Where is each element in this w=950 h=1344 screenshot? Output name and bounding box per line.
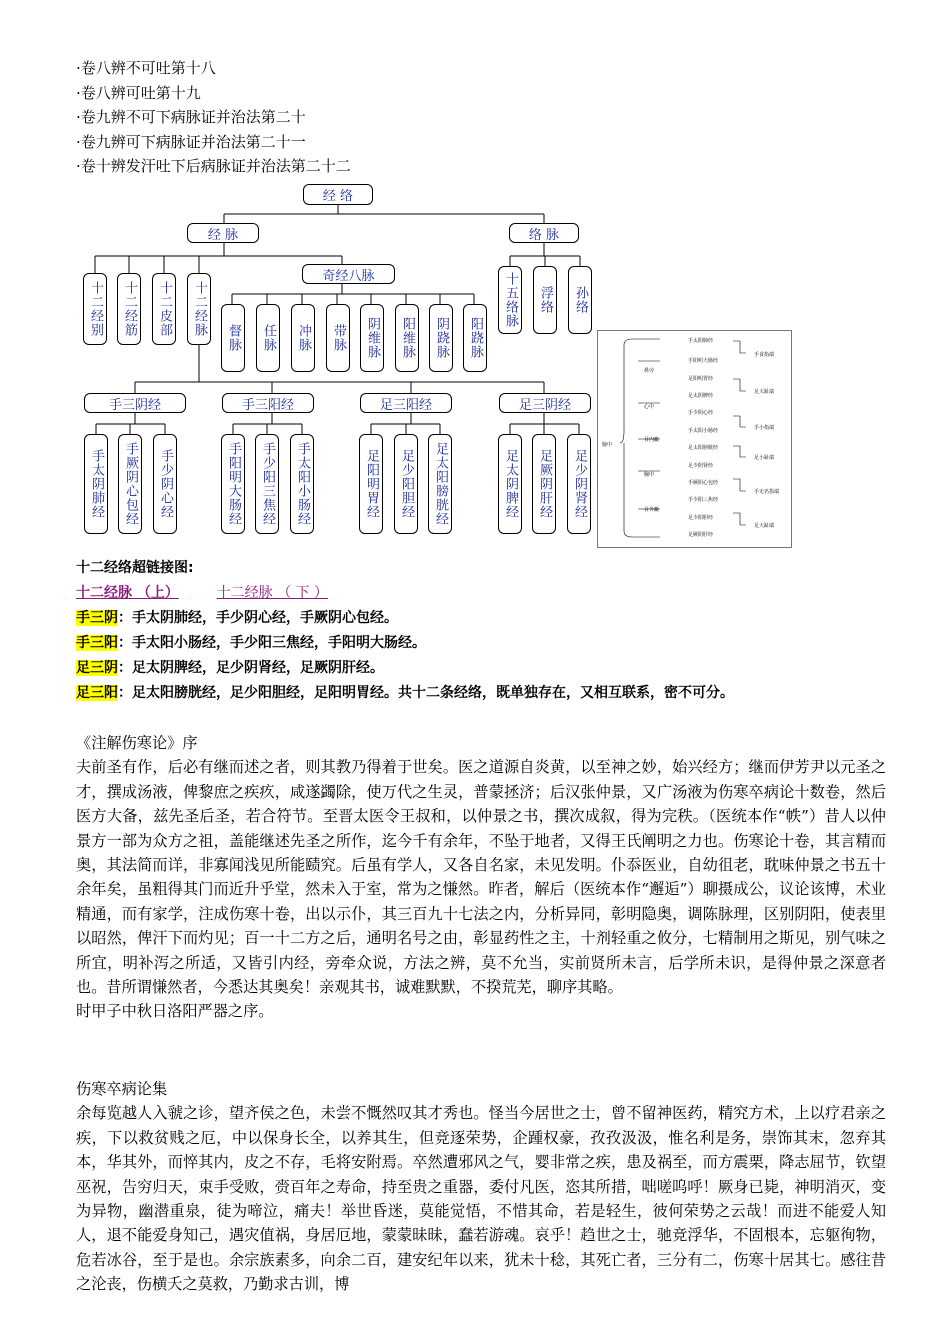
- node-meridian: 手太阴肺经: [84, 434, 108, 534]
- flow-meridian: 手阳明大肠经: [688, 358, 719, 364]
- meridian-summary: ：手太阴肺经，手少阴心经，手厥阴心包经。: [118, 610, 398, 626]
- links-heading: 十二经络超链接图:: [76, 560, 194, 576]
- group-shou-sanyang: 手三阳经: [222, 393, 314, 413]
- flow-meridian: 足少阳胆经: [688, 515, 714, 521]
- node-yinqiao: 阴跷脉: [429, 304, 453, 372]
- node-jingbie: 十二经别: [83, 273, 107, 345]
- node-meridian: 足少阴肾经: [567, 434, 591, 534]
- group-shou-sanyin: 手三阴经: [84, 393, 186, 413]
- node-shier-jingmai: 十二经脉: [187, 273, 211, 345]
- toc-item[interactable]: ·卷九辨可下病脉证并治法第二十一: [76, 132, 306, 151]
- node-yinwei: 阴维脉: [360, 304, 384, 372]
- node-meridian: 足太阳膀胱经: [428, 434, 452, 534]
- flow-meridian: 手少阳三焦经: [688, 497, 719, 503]
- node-jingmai: 经 脉: [187, 223, 259, 243]
- node-meridian: 足阳明胃经: [359, 434, 383, 534]
- meridian-links-section: [76, 556, 734, 706]
- node-jingluo: 经 络: [303, 184, 373, 205]
- preface-body: 夫前圣有作，后必有继而述之者，则其教乃得着于世矣。医之道源自炎黄，以至神之妙，始兴经方；继而伊芳尹以元圣之才，撰成汤液，俾黎庶之疾疚，咸遂蠲除，使万代之生灵，普蒙拯济；后汉张仲景，又广汤液为伤寒卒病论十数卷，然后医方大备，兹先圣后圣，若合符节。至晋太医令王叔和，以仲景之书，撰次成叙，得为完秩。（医统本作“帙”）昔人以仲景方一部为众方之祖，盖能继述先圣之所作，迄今千有余年，不坠于地者，又得王氏阐明之力也。伤寒论十卷，其言精而奥，其法简而详，非寡闻浅见所能赜究。后虽有学人，又各自名家，未见发明。仆忝医业，自幼徂老，耽味仲景之书五十余年矣，虽粗得其门而近升乎堂，然未入于室，常为之慊然。昨者，解后（医统本作“邂逅”）聊摄成公，议论该博，术业精通，而有家学，注成伤寒十卷，出以示仆，其三百九十七法之内，分析异同，彰明隐奥，调陈脉理，区别阴阳，使表里以昭然，俾汗下而灼见；百一十二方之后，通明名号之由，彰显药性之主，十剂轻重之攸分，七精制用之斯见，别气味之所宜，明补泻之所适，又皆引内经，旁牵众说，方法之辨，莫不允当，实前贤所未言，后学所未识，是得仲景之深意者也。昔所谓慊然者，今悉达其奥矣！亲观其书，诚难默默，不揆荒芜，聊序其略。: [76, 758, 886, 997]
- preface-title: 《注解伤寒论》序: [76, 734, 198, 752]
- collection-section: [76, 1077, 886, 1297]
- node-meridian: 手厥阴心包经: [118, 434, 142, 534]
- node-yangwei: 阳维脉: [395, 304, 419, 372]
- flow-meridian: 手太阳小肠经: [688, 428, 719, 434]
- meridian-summary: ：足太阳膀胱经，足少阳胆经，足阳明胃经。共十二条经络，既单独存在，又相互联系，密不可分。: [118, 685, 734, 701]
- node-meridian: 足厥阴肝经: [532, 434, 556, 534]
- flow-end-label: 手小指端: [754, 425, 775, 431]
- node-meridian: 手少阳三焦经: [255, 434, 279, 534]
- flow-meridian: 足厥阴肝经: [688, 532, 714, 538]
- node-chongmai: 冲脉: [291, 304, 315, 372]
- flow-mid-label: 鼻旁: [644, 368, 655, 374]
- toc-item[interactable]: ·卷八辨可吐第十九: [76, 83, 201, 102]
- meridian-tree-diagram: [80, 180, 600, 555]
- flow-meridian: 手太阴肺经: [688, 338, 714, 344]
- flow-mid-label: 目内眦: [644, 437, 660, 443]
- toc-list: [76, 56, 351, 179]
- flow-meridian: 足太阴脾经: [688, 393, 714, 399]
- flow-mid-label: 目外眦: [644, 507, 660, 513]
- group-zu-sanyang: 足三阳经: [360, 393, 452, 413]
- flow-meridian: 手少阴心经: [688, 410, 714, 416]
- flow-meridian: 手厥阴心包经: [688, 480, 719, 486]
- flow-meridian: 足少阴肾经: [688, 463, 714, 469]
- link-shier-jingmai-lower[interactable]: 十二经脉 （ 下 ）: [216, 585, 328, 601]
- node-meridian: 足太阴脾经: [498, 434, 522, 534]
- highlight-tag: 手三阳: [76, 635, 118, 651]
- node-qijing: 奇经八脉: [302, 264, 395, 284]
- preface-section: [76, 731, 886, 1024]
- node-yangqiao: 阳跷脉: [463, 304, 487, 372]
- flow-meridian: 足阳明胃经: [688, 376, 714, 382]
- node-meridian: 手太阳小肠经: [290, 434, 314, 534]
- highlight-tag: 足三阳: [76, 685, 118, 701]
- meridian-summary: ：足太阴脾经，足少阴肾经，足厥阴肝经。: [118, 660, 384, 676]
- node-meridian: 足少阳胆经: [394, 434, 418, 534]
- node-pibu: 十二皮部: [152, 273, 176, 345]
- flow-end-label: 足大趾端: [754, 523, 775, 529]
- node-meridian: 手阳明大肠经: [221, 434, 245, 534]
- flow-left-label: 脑中: [602, 442, 613, 448]
- node-sunluo: 孙络: [568, 266, 592, 334]
- meridian-summary: ：手太阳小肠经，手少阳三焦经，手阳明大肠经。: [118, 635, 426, 651]
- group-zu-sanyin: 足三阴经: [499, 393, 591, 413]
- toc-item[interactable]: ·卷十辨发汗吐下后病脉证并治法第二十二: [76, 157, 351, 175]
- node-shiwu-luomai: 十五络脉: [498, 266, 522, 334]
- flow-end-label: 手食指端: [754, 352, 775, 358]
- flow-end-label: 手无名指端: [754, 489, 780, 495]
- node-daimai: 带脉: [326, 304, 350, 372]
- link-shier-jingmai-upper[interactable]: 十二经脉 （上）: [76, 585, 179, 601]
- highlight-tag: 足三阴: [76, 660, 118, 676]
- node-jingjin: 十二经筋: [117, 273, 141, 345]
- flow-end-label: 足小趾端: [754, 455, 775, 461]
- flow-mid-label: 胸中: [644, 472, 655, 478]
- collection-body: 余每览越人入虢之诊，望齐侯之色，未尝不慨然叹其才秀也。怪当今居世之士，曾不留神医药，精究方术，上以疗君亲之疾，下以救贫贱之厄，中以保身长全，以养其生，但竞逐荣势，企踵权豪，孜孜汲汲，惟名利是务，崇饰其末，忽弃其本，华其外，而悴其内，皮之不存，毛将安附焉。卒然遭邪风之气，婴非常之疾，患及祸至，而方震栗，降志屈节，钦望巫祝，告穷归天，束手受败，赍百年之寿命，持至贵之重器，委付凡医，恣其所措，咄嗟呜呼！厥身已毙，神明消灭，变为异物，幽潜重泉，徒为啼泣，痛夫！举世昏迷，莫能觉悟，不惜其命，若是轻生，彼何荣势之云哉！而进不能爱人知人，退不能爱身知己，遇灾值祸，身居厄地，蒙蒙昧昧，蠢若游魂。哀乎！趋世之士，驰竞浮华，不固根本，忘躯徇物，危若冰谷，至于是也。余宗族素多，向余二百，建安纪年以来，犹未十稔，其死亡者，三分有二，伤寒十居其七。感往昔之沦丧，伤横夭之莫救，乃勤求古训，博: [76, 1104, 886, 1294]
- preface-signature: 时甲子中秋日洛阳严器之序。: [76, 1002, 274, 1021]
- node-meridian: 手少阴心经: [153, 434, 177, 534]
- meridian-flow-thumbnail[interactable]: [597, 330, 792, 548]
- node-renmai: 任脉: [256, 304, 280, 372]
- toc-item[interactable]: ·卷八辨不可吐第十八: [76, 59, 216, 77]
- flow-meridian: 足太阳膀胱经: [688, 445, 719, 451]
- node-fuluo: 浮络: [533, 266, 557, 334]
- node-dumai: 督脉: [221, 304, 245, 372]
- flow-mid-label: 心中: [644, 404, 655, 410]
- collection-title: 伤寒卒病论集: [76, 1080, 168, 1098]
- flow-end-label: 足大趾端: [754, 389, 775, 395]
- node-luomai: 络 脉: [509, 223, 579, 243]
- toc-item[interactable]: ·卷九辨不可下病脉证并治法第二十: [76, 108, 306, 126]
- highlight-tag: 手三阴: [76, 610, 118, 626]
